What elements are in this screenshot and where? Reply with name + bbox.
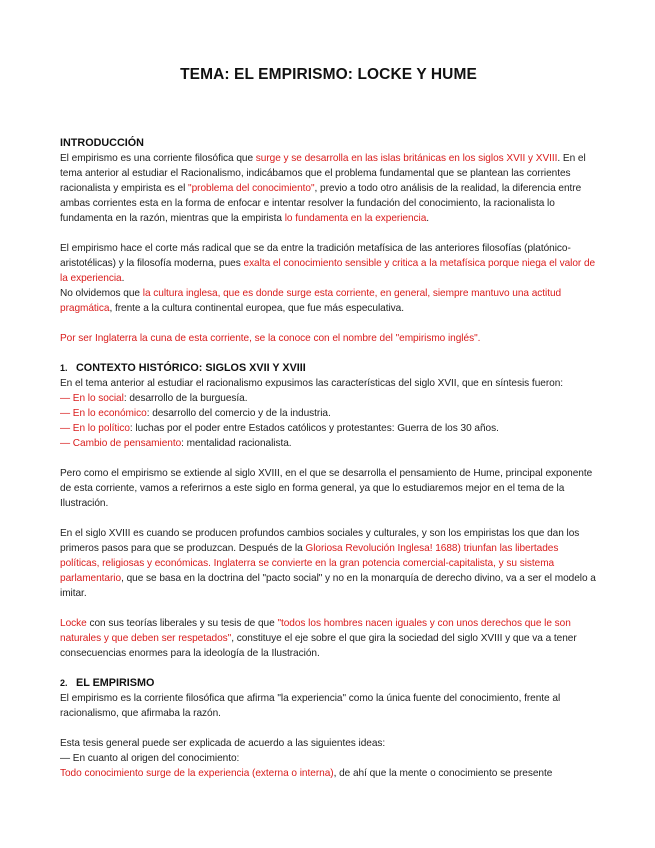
section-2-paragraph-4: Todo conocimiento surge de la experiencia (externa o interna), de ahí que la mente o conocimiento se presente [60, 768, 553, 779]
section-1-paragraph-3: En el siglo XVIII es cuando se producen profundos cambios sociales y culturales, y son los empiristas los que dan los primeros pasos para que se produzcan. Después de la Gloriosa Revolución Inglesa! 1688) triunfan las libertades políticas, religiosas y económicas. Inglaterra se convierte en la gran potencia comercial-capitalista, y su sistema parlamentario, que se basa en la doctrina del "pacto social" y no en la monarquía de derecho divino, va a ser el modelo a imitar. [60, 528, 596, 599]
section-2-heading: 2. EL EMPIRISMO [60, 677, 155, 689]
intro-heading: INTRODUCCIÓN [60, 137, 144, 149]
intro-paragraph-2: El empirismo hace el corte más radical que se da entre la tradición metafísica de las anteriores filosofías (platónico-aristotélicas) y la filosofía moderna, pues exalta el conocimiento sensible y critica a la metafísica porque niega el valor de la experiencia. [60, 243, 596, 284]
list-item: — En lo económico: desarrollo del comercio y de la industria. [60, 408, 331, 419]
section-2-paragraph-1: El empirismo es la corriente filosófica que afirma "la experiencia" como la única fuente del conocimiento, frente al racionalismo, que afirmaba la razón. [60, 693, 561, 719]
list-item: — En lo social: desarrollo de la burguesía. [60, 393, 248, 404]
list-item: — En lo político: luchas por el poder entre Estados católicos y protestantes: Guerra de los 30 años. [60, 423, 499, 434]
page-title: TEMA: EL EMPIRISMO: LOCKE Y HUME [180, 66, 477, 83]
intro-paragraph-1: El empirismo es una corriente filosófica que surge y se desarrolla en las islas británicas en los siglos XVII y XVIII. En el tema anterior al estudiar el Racionalismo, indicábamos que el problema fundamental que se plantean las corrientes racionalista y empirista es el "problema del conocimiento", previo a todo otro análisis de la realidad, la diferencia entre ambas corrientes esta en la forma de enfocar e intentar resolver la fundación del conocimiento, la racionalista lo fundamenta en la razón, mientras que la empirista lo fundamenta en la experiencia. [60, 153, 586, 224]
section-1-heading: 1. CONTEXTO HISTÓRICO: SIGLOS XVII Y XVIII [60, 362, 306, 374]
section-1-lead: En el tema anterior al estudiar el racionalismo expusimos las características del siglo XVII, que en síntesis fueron: [60, 378, 564, 389]
section-1-paragraph-4: Locke con sus teorías liberales y su tesis de que "todos los hombres nacen iguales y con unos derechos que le son naturales y que deben ser respetados", constituye el eje sobre el que gira la sociedad del siglo XVIII y que va a tener consecuencias enormes para la ideología de la Ilustración. [60, 618, 577, 659]
list-item: — Cambio de pensamiento: mentalidad racionalista. [60, 438, 292, 449]
intro-paragraph-4: Por ser Inglaterra la cuna de esta corriente, se la conoce con el nombre del "empirismo inglés". [60, 333, 481, 344]
section-2-paragraph-2: Esta tesis general puede ser explicada de acuerdo a las siguientes ideas: [60, 738, 386, 749]
intro-paragraph-3: No olvidemos que la cultura inglesa, que es donde surge esta corriente, en general, siempre mantuvo una actitud pragmática, frente a la cultura continental europea, que fue más especulativa. [60, 288, 562, 314]
section-2-paragraph-3: — En cuanto al origen del conocimiento: [60, 753, 240, 764]
section-1-paragraph-2: Pero como el empirismo se extiende al siglo XVIII, en el que se desarrolla el pensamiento de Hume, principal exponente de esta corriente, vamos a referirnos a este siglo en forma general, ya que lo estudiaremos mejor en el tema de la Ilustración. [60, 468, 593, 509]
section-1-bullet-list [60, 391, 597, 451]
